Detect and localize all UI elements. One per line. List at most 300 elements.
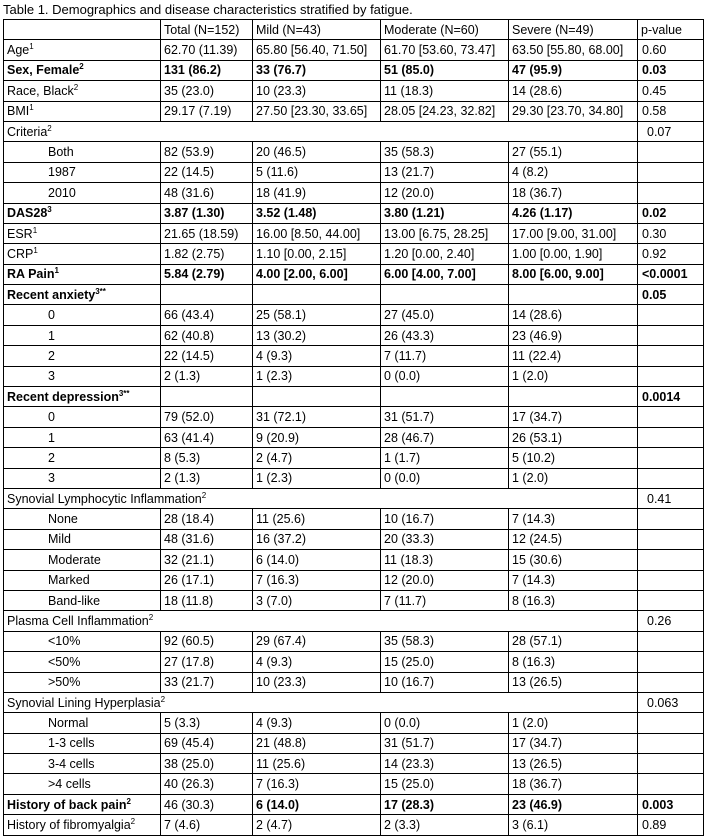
row-label	[4, 815, 161, 835]
cell-p-value	[638, 529, 704, 549]
cell-moderate: 15 (25.0)	[381, 774, 509, 794]
cell-p-value	[638, 631, 704, 651]
table-row	[4, 101, 704, 121]
row-label-text: Marked	[48, 573, 90, 588]
row-label-text: Moderate	[48, 552, 101, 567]
row-label-text: Race, Black	[7, 83, 74, 98]
cell-p-value	[638, 550, 704, 570]
cell-mild: 31 (72.1)	[253, 407, 381, 427]
row-label	[4, 264, 161, 284]
cell-mild: 10 (23.3)	[253, 81, 381, 101]
row-label-text: RA Pain	[7, 267, 55, 282]
table-row	[4, 631, 704, 651]
cell-moderate: 0 (0.0)	[381, 713, 509, 733]
cell-p-value	[638, 366, 704, 386]
row-label	[4, 121, 638, 141]
footnote-marker: 3**	[95, 286, 106, 296]
cell-mild: 11 (25.6)	[253, 754, 381, 774]
row-label-text: 1	[48, 430, 55, 445]
cell-p-value	[638, 448, 704, 468]
cell-p-value: 0.26	[638, 611, 704, 631]
table-row	[4, 468, 704, 488]
table-row	[4, 346, 704, 366]
row-label-text: <50%	[48, 654, 81, 669]
footnote-marker: 1	[33, 245, 38, 255]
row-label	[4, 162, 161, 182]
row-label	[4, 611, 638, 631]
table-row	[4, 142, 704, 162]
footnote-marker: 3**	[118, 388, 130, 398]
cell-p-value	[638, 672, 704, 692]
cell-severe: 8.00 [6.00, 9.00]	[509, 264, 638, 284]
cell-moderate: 51 (85.0)	[381, 60, 509, 80]
cell-mild: 4.00 [2.00, 6.00]	[253, 264, 381, 284]
cell-total: 33 (21.7)	[161, 672, 253, 692]
cell-total: 62.70 (11.39)	[161, 40, 253, 60]
row-label	[4, 448, 161, 468]
row-label-text: DAS28	[7, 206, 48, 221]
cell-p-value	[638, 570, 704, 590]
cell-severe: 4.26 (1.17)	[509, 203, 638, 223]
table-row	[4, 815, 704, 835]
cell-moderate: 13 (21.7)	[381, 162, 509, 182]
cell-total: 21.65 (18.59)	[161, 223, 253, 243]
table-row	[4, 713, 704, 733]
header-cell-total: Total (N=152)	[161, 20, 253, 40]
footnote-marker: 2	[148, 612, 154, 622]
row-label	[4, 713, 161, 733]
row-label	[4, 529, 161, 549]
cell-p-value: 0.0014	[638, 387, 704, 407]
cell-severe: 12 (24.5)	[509, 529, 638, 549]
row-label	[4, 244, 161, 264]
cell-mild: 4 (9.3)	[253, 346, 381, 366]
cell-moderate: 10 (16.7)	[381, 672, 509, 692]
cell-mild: 18 (41.9)	[253, 183, 381, 203]
cell-severe: 18 (36.7)	[509, 774, 638, 794]
header-cell-p-value: p-value	[638, 20, 704, 40]
row-label-text: Band-like	[48, 593, 101, 608]
table-row	[4, 305, 704, 325]
cell-total: 22 (14.5)	[161, 162, 253, 182]
header-cell-moderate: Moderate (N=60)	[381, 20, 509, 40]
cell-severe: 23 (46.9)	[509, 325, 638, 345]
row-label-text: 1-3 cells	[48, 736, 95, 751]
cell-severe: 18 (36.7)	[509, 183, 638, 203]
row-label	[4, 81, 161, 101]
row-label	[4, 387, 161, 407]
cell-p-value	[638, 590, 704, 610]
cell-mild: 16.00 [8.50, 44.00]	[253, 223, 381, 243]
cell-moderate: 3.80 (1.21)	[381, 203, 509, 223]
cell-moderate	[381, 285, 509, 305]
cell-severe: 7 (14.3)	[509, 570, 638, 590]
footnote-marker: 1	[32, 225, 38, 235]
table-row	[4, 427, 704, 447]
cell-severe: 1 (2.0)	[509, 468, 638, 488]
cell-moderate: 17 (28.3)	[381, 794, 509, 814]
cell-mild	[253, 285, 381, 305]
row-label	[4, 305, 161, 325]
cell-mild: 10 (23.3)	[253, 672, 381, 692]
cell-p-value: 0.30	[638, 223, 704, 243]
cell-mild: 29 (67.4)	[253, 631, 381, 651]
row-label-text: 0	[48, 410, 55, 425]
cell-moderate: 28.05 [24.23, 32.82]	[381, 101, 509, 121]
cell-p-value	[638, 325, 704, 345]
row-label-text: 2010	[48, 185, 76, 200]
table-row	[4, 774, 704, 794]
row-label	[4, 692, 638, 712]
row-label	[4, 427, 161, 447]
row-label-text: Both	[48, 145, 74, 160]
cell-p-value	[638, 162, 704, 182]
cell-moderate: 2 (3.3)	[381, 815, 509, 835]
cell-mild: 3.52 (1.48)	[253, 203, 381, 223]
cell-mild: 11 (25.6)	[253, 509, 381, 529]
row-label-text: 2	[48, 450, 55, 465]
cell-total: 29.17 (7.19)	[161, 101, 253, 121]
cell-severe: 27 (55.1)	[509, 142, 638, 162]
cell-total: 79 (52.0)	[161, 407, 253, 427]
footnote-marker: 2	[47, 123, 52, 133]
cell-moderate: 6.00 [4.00, 7.00]	[381, 264, 509, 284]
row-label-text: 0	[48, 308, 55, 323]
cell-mild: 5 (11.6)	[253, 162, 381, 182]
cell-total: 82 (53.9)	[161, 142, 253, 162]
cell-moderate: 0 (0.0)	[381, 468, 509, 488]
cell-mild: 1 (2.3)	[253, 366, 381, 386]
cell-total: 62 (40.8)	[161, 325, 253, 345]
cell-total: 35 (23.0)	[161, 81, 253, 101]
table-row	[4, 366, 704, 386]
cell-mild: 13 (30.2)	[253, 325, 381, 345]
cell-moderate: 35 (58.3)	[381, 142, 509, 162]
cell-moderate: 14 (23.3)	[381, 754, 509, 774]
cell-p-value: 0.58	[638, 101, 704, 121]
footnote-marker: 1	[54, 266, 59, 276]
cell-p-value: 0.41	[638, 488, 704, 508]
cell-moderate: 26 (43.3)	[381, 325, 509, 345]
footnote-marker: 2	[73, 82, 79, 92]
cell-p-value	[638, 407, 704, 427]
cell-total: 5.84 (2.79)	[161, 264, 253, 284]
cell-total: 1.82 (2.75)	[161, 244, 253, 264]
table-row	[4, 550, 704, 570]
cell-p-value: 0.02	[638, 203, 704, 223]
cell-p-value: 0.003	[638, 794, 704, 814]
cell-severe: 63.50 [55.80, 68.00]	[509, 40, 638, 60]
cell-p-value: 0.60	[638, 40, 704, 60]
cell-total: 8 (5.3)	[161, 448, 253, 468]
row-label-text: Mild	[48, 532, 71, 547]
row-label	[4, 366, 161, 386]
cell-p-value	[638, 183, 704, 203]
footnote-marker: 2	[160, 694, 166, 704]
row-label-text: 2	[48, 348, 55, 363]
cell-mild: 33 (76.7)	[253, 60, 381, 80]
cell-total: 131 (86.2)	[161, 60, 253, 80]
cell-total: 92 (60.5)	[161, 631, 253, 651]
cell-moderate: 7 (11.7)	[381, 346, 509, 366]
row-label	[4, 672, 161, 692]
header-cell-mild: Mild (N=43)	[253, 20, 381, 40]
cell-mild: 7 (16.3)	[253, 570, 381, 590]
row-label	[4, 40, 161, 60]
cell-severe: 23 (46.9)	[509, 794, 638, 814]
row-label	[4, 509, 161, 529]
cell-mild: 6 (14.0)	[253, 550, 381, 570]
cell-total: 22 (14.5)	[161, 346, 253, 366]
footnote-marker: 2	[130, 816, 136, 826]
table-row	[4, 570, 704, 590]
row-label	[4, 570, 161, 590]
table-row	[4, 264, 704, 284]
cell-severe: 17 (34.7)	[509, 407, 638, 427]
row-label-text: >4 cells	[48, 777, 91, 792]
row-label	[4, 407, 161, 427]
cell-total: 46 (30.3)	[161, 794, 253, 814]
cell-severe: 1 (2.0)	[509, 366, 638, 386]
cell-moderate: 28 (46.7)	[381, 427, 509, 447]
table-caption: Table 1. Demographics and disease characteristics stratified by fatigue.	[3, 2, 413, 17]
table-row	[4, 529, 704, 549]
table-row	[4, 244, 704, 264]
cell-severe: 28 (57.1)	[509, 631, 638, 651]
cell-mild: 1.10 [0.00, 2.15]	[253, 244, 381, 264]
row-label-text: 3	[48, 471, 55, 486]
footnote-marker: 2	[201, 490, 207, 500]
cell-p-value	[638, 142, 704, 162]
cell-p-value	[638, 754, 704, 774]
table-row	[4, 223, 704, 243]
row-label-text: Normal	[48, 715, 89, 730]
table-row	[4, 692, 704, 712]
table-row	[4, 754, 704, 774]
row-label	[4, 101, 161, 121]
footnote-marker: 1	[29, 103, 34, 113]
row-label-text: Criteria	[7, 124, 48, 139]
row-label-text: History of back pain	[7, 797, 127, 812]
row-label-text: Recent anxiety	[7, 287, 96, 302]
cell-p-value	[638, 713, 704, 733]
cell-total: 27 (17.8)	[161, 652, 253, 672]
row-label	[4, 223, 161, 243]
row-label	[4, 794, 161, 814]
cell-severe: 8 (16.3)	[509, 590, 638, 610]
cell-mild: 7 (16.3)	[253, 774, 381, 794]
cell-severe: 13 (26.5)	[509, 754, 638, 774]
cell-moderate: 11 (18.3)	[381, 550, 509, 570]
cell-total: 48 (31.6)	[161, 183, 253, 203]
cell-severe: 13 (26.5)	[509, 672, 638, 692]
cell-severe	[509, 285, 638, 305]
row-label-text: >50%	[48, 675, 81, 690]
cell-severe: 1 (2.0)	[509, 713, 638, 733]
cell-moderate: 31 (51.7)	[381, 733, 509, 753]
row-label	[4, 754, 161, 774]
row-label-text: 1987	[48, 165, 76, 180]
row-label	[4, 590, 161, 610]
row-label	[4, 203, 161, 223]
cell-total	[161, 387, 253, 407]
cell-mild: 3 (7.0)	[253, 590, 381, 610]
row-label-text: History of fibromyalgia	[7, 817, 131, 832]
cell-moderate: 11 (18.3)	[381, 81, 509, 101]
cell-moderate: 31 (51.7)	[381, 407, 509, 427]
cell-mild: 4 (9.3)	[253, 652, 381, 672]
cell-severe: 3 (6.1)	[509, 815, 638, 835]
row-label-text: Synovial Lining Hyperplasia	[7, 695, 161, 710]
table-row	[4, 672, 704, 692]
header-cell-severe: Severe (N=49)	[509, 20, 638, 40]
cell-total: 32 (21.1)	[161, 550, 253, 570]
cell-p-value: 0.89	[638, 815, 704, 835]
cell-total: 66 (43.4)	[161, 305, 253, 325]
cell-severe: 11 (22.4)	[509, 346, 638, 366]
table-row	[4, 325, 704, 345]
cell-mild: 2 (4.7)	[253, 448, 381, 468]
cell-moderate: 61.70 [53.60, 73.47]	[381, 40, 509, 60]
cell-p-value: 0.03	[638, 60, 704, 80]
table-row	[4, 448, 704, 468]
table-row	[4, 733, 704, 753]
row-label-text: <10%	[48, 634, 81, 649]
cell-moderate: 15 (25.0)	[381, 652, 509, 672]
row-label-text: None	[48, 512, 78, 527]
cell-p-value	[638, 305, 704, 325]
cell-moderate: 7 (11.7)	[381, 590, 509, 610]
row-label	[4, 183, 161, 203]
row-label-text: Plasma Cell Inflammation	[7, 614, 149, 629]
cell-total: 26 (17.1)	[161, 570, 253, 590]
table-row	[4, 203, 704, 223]
row-label	[4, 733, 161, 753]
row-label	[4, 285, 161, 305]
cell-total: 18 (11.8)	[161, 590, 253, 610]
cell-mild: 21 (48.8)	[253, 733, 381, 753]
row-label	[4, 774, 161, 794]
cell-p-value	[638, 733, 704, 753]
cell-severe	[509, 387, 638, 407]
cell-moderate: 13.00 [6.75, 28.25]	[381, 223, 509, 243]
row-label-text: BMI	[7, 104, 30, 119]
cell-severe: 14 (28.6)	[509, 305, 638, 325]
cell-total: 40 (26.3)	[161, 774, 253, 794]
cell-p-value: 0.05	[638, 285, 704, 305]
cell-mild: 9 (20.9)	[253, 427, 381, 447]
table-row	[4, 407, 704, 427]
cell-p-value	[638, 427, 704, 447]
cell-severe: 17 (34.7)	[509, 733, 638, 753]
cell-severe: 1.00 [0.00, 1.90]	[509, 244, 638, 264]
cell-total: 2 (1.3)	[161, 366, 253, 386]
footnote-marker: 3	[47, 205, 52, 215]
row-label	[4, 325, 161, 345]
row-label-text: Age	[7, 43, 30, 58]
cell-p-value	[638, 652, 704, 672]
table-row	[4, 488, 704, 508]
cell-total: 28 (18.4)	[161, 509, 253, 529]
cell-severe: 8 (16.3)	[509, 652, 638, 672]
table-row	[4, 509, 704, 529]
cell-mild: 20 (46.5)	[253, 142, 381, 162]
cell-mild: 1 (2.3)	[253, 468, 381, 488]
table-row	[4, 652, 704, 672]
cell-mild	[253, 387, 381, 407]
cell-moderate: 1 (1.7)	[381, 448, 509, 468]
row-label-text: 3-4 cells	[48, 756, 95, 771]
table-row	[4, 611, 704, 631]
cell-severe: 47 (95.9)	[509, 60, 638, 80]
footnote-marker: 2	[126, 796, 131, 806]
demographics-table	[3, 19, 704, 836]
cell-total: 63 (41.4)	[161, 427, 253, 447]
cell-mild: 16 (37.2)	[253, 529, 381, 549]
row-label	[4, 60, 161, 80]
cell-moderate: 12 (20.0)	[381, 570, 509, 590]
table-row	[4, 162, 704, 182]
cell-p-value: 0.07	[638, 121, 704, 141]
cell-mild: 65.80 [56.40, 71.50]	[253, 40, 381, 60]
footnote-marker: 2	[79, 62, 84, 72]
row-label-text: 3	[48, 369, 55, 384]
table-row	[4, 121, 704, 141]
row-label-text: CRP	[7, 246, 34, 261]
table-row	[4, 40, 704, 60]
cell-total: 48 (31.6)	[161, 529, 253, 549]
row-label	[4, 488, 638, 508]
cell-p-value	[638, 509, 704, 529]
cell-moderate: 35 (58.3)	[381, 631, 509, 651]
cell-severe: 15 (30.6)	[509, 550, 638, 570]
cell-moderate: 0 (0.0)	[381, 366, 509, 386]
cell-p-value: 0.45	[638, 81, 704, 101]
cell-total: 7 (4.6)	[161, 815, 253, 835]
cell-severe: 14 (28.6)	[509, 81, 638, 101]
cell-p-value	[638, 346, 704, 366]
cell-severe: 4 (8.2)	[509, 162, 638, 182]
cell-total: 5 (3.3)	[161, 713, 253, 733]
cell-moderate	[381, 387, 509, 407]
row-label	[4, 631, 161, 651]
footnote-marker: 1	[29, 41, 34, 51]
table-row	[4, 387, 704, 407]
table-row	[4, 285, 704, 305]
table-row	[4, 183, 704, 203]
cell-total	[161, 285, 253, 305]
cell-moderate: 12 (20.0)	[381, 183, 509, 203]
cell-severe: 26 (53.1)	[509, 427, 638, 447]
cell-p-value	[638, 774, 704, 794]
cell-mild: 6 (14.0)	[253, 794, 381, 814]
cell-mild: 4 (9.3)	[253, 713, 381, 733]
cell-total: 69 (45.4)	[161, 733, 253, 753]
cell-severe: 17.00 [9.00, 31.00]	[509, 223, 638, 243]
cell-severe: 29.30 [23.70, 34.80]	[509, 101, 638, 121]
header-row	[4, 20, 704, 40]
cell-p-value: <0.0001	[638, 264, 704, 284]
table-row	[4, 590, 704, 610]
table-row	[4, 81, 704, 101]
cell-mild: 27.50 [23.30, 33.65]	[253, 101, 381, 121]
row-label-text: Recent depression	[7, 389, 119, 404]
cell-severe: 5 (10.2)	[509, 448, 638, 468]
table-body	[4, 40, 704, 835]
row-label	[4, 652, 161, 672]
cell-moderate: 20 (33.3)	[381, 529, 509, 549]
row-label-text: ESR	[7, 226, 33, 241]
